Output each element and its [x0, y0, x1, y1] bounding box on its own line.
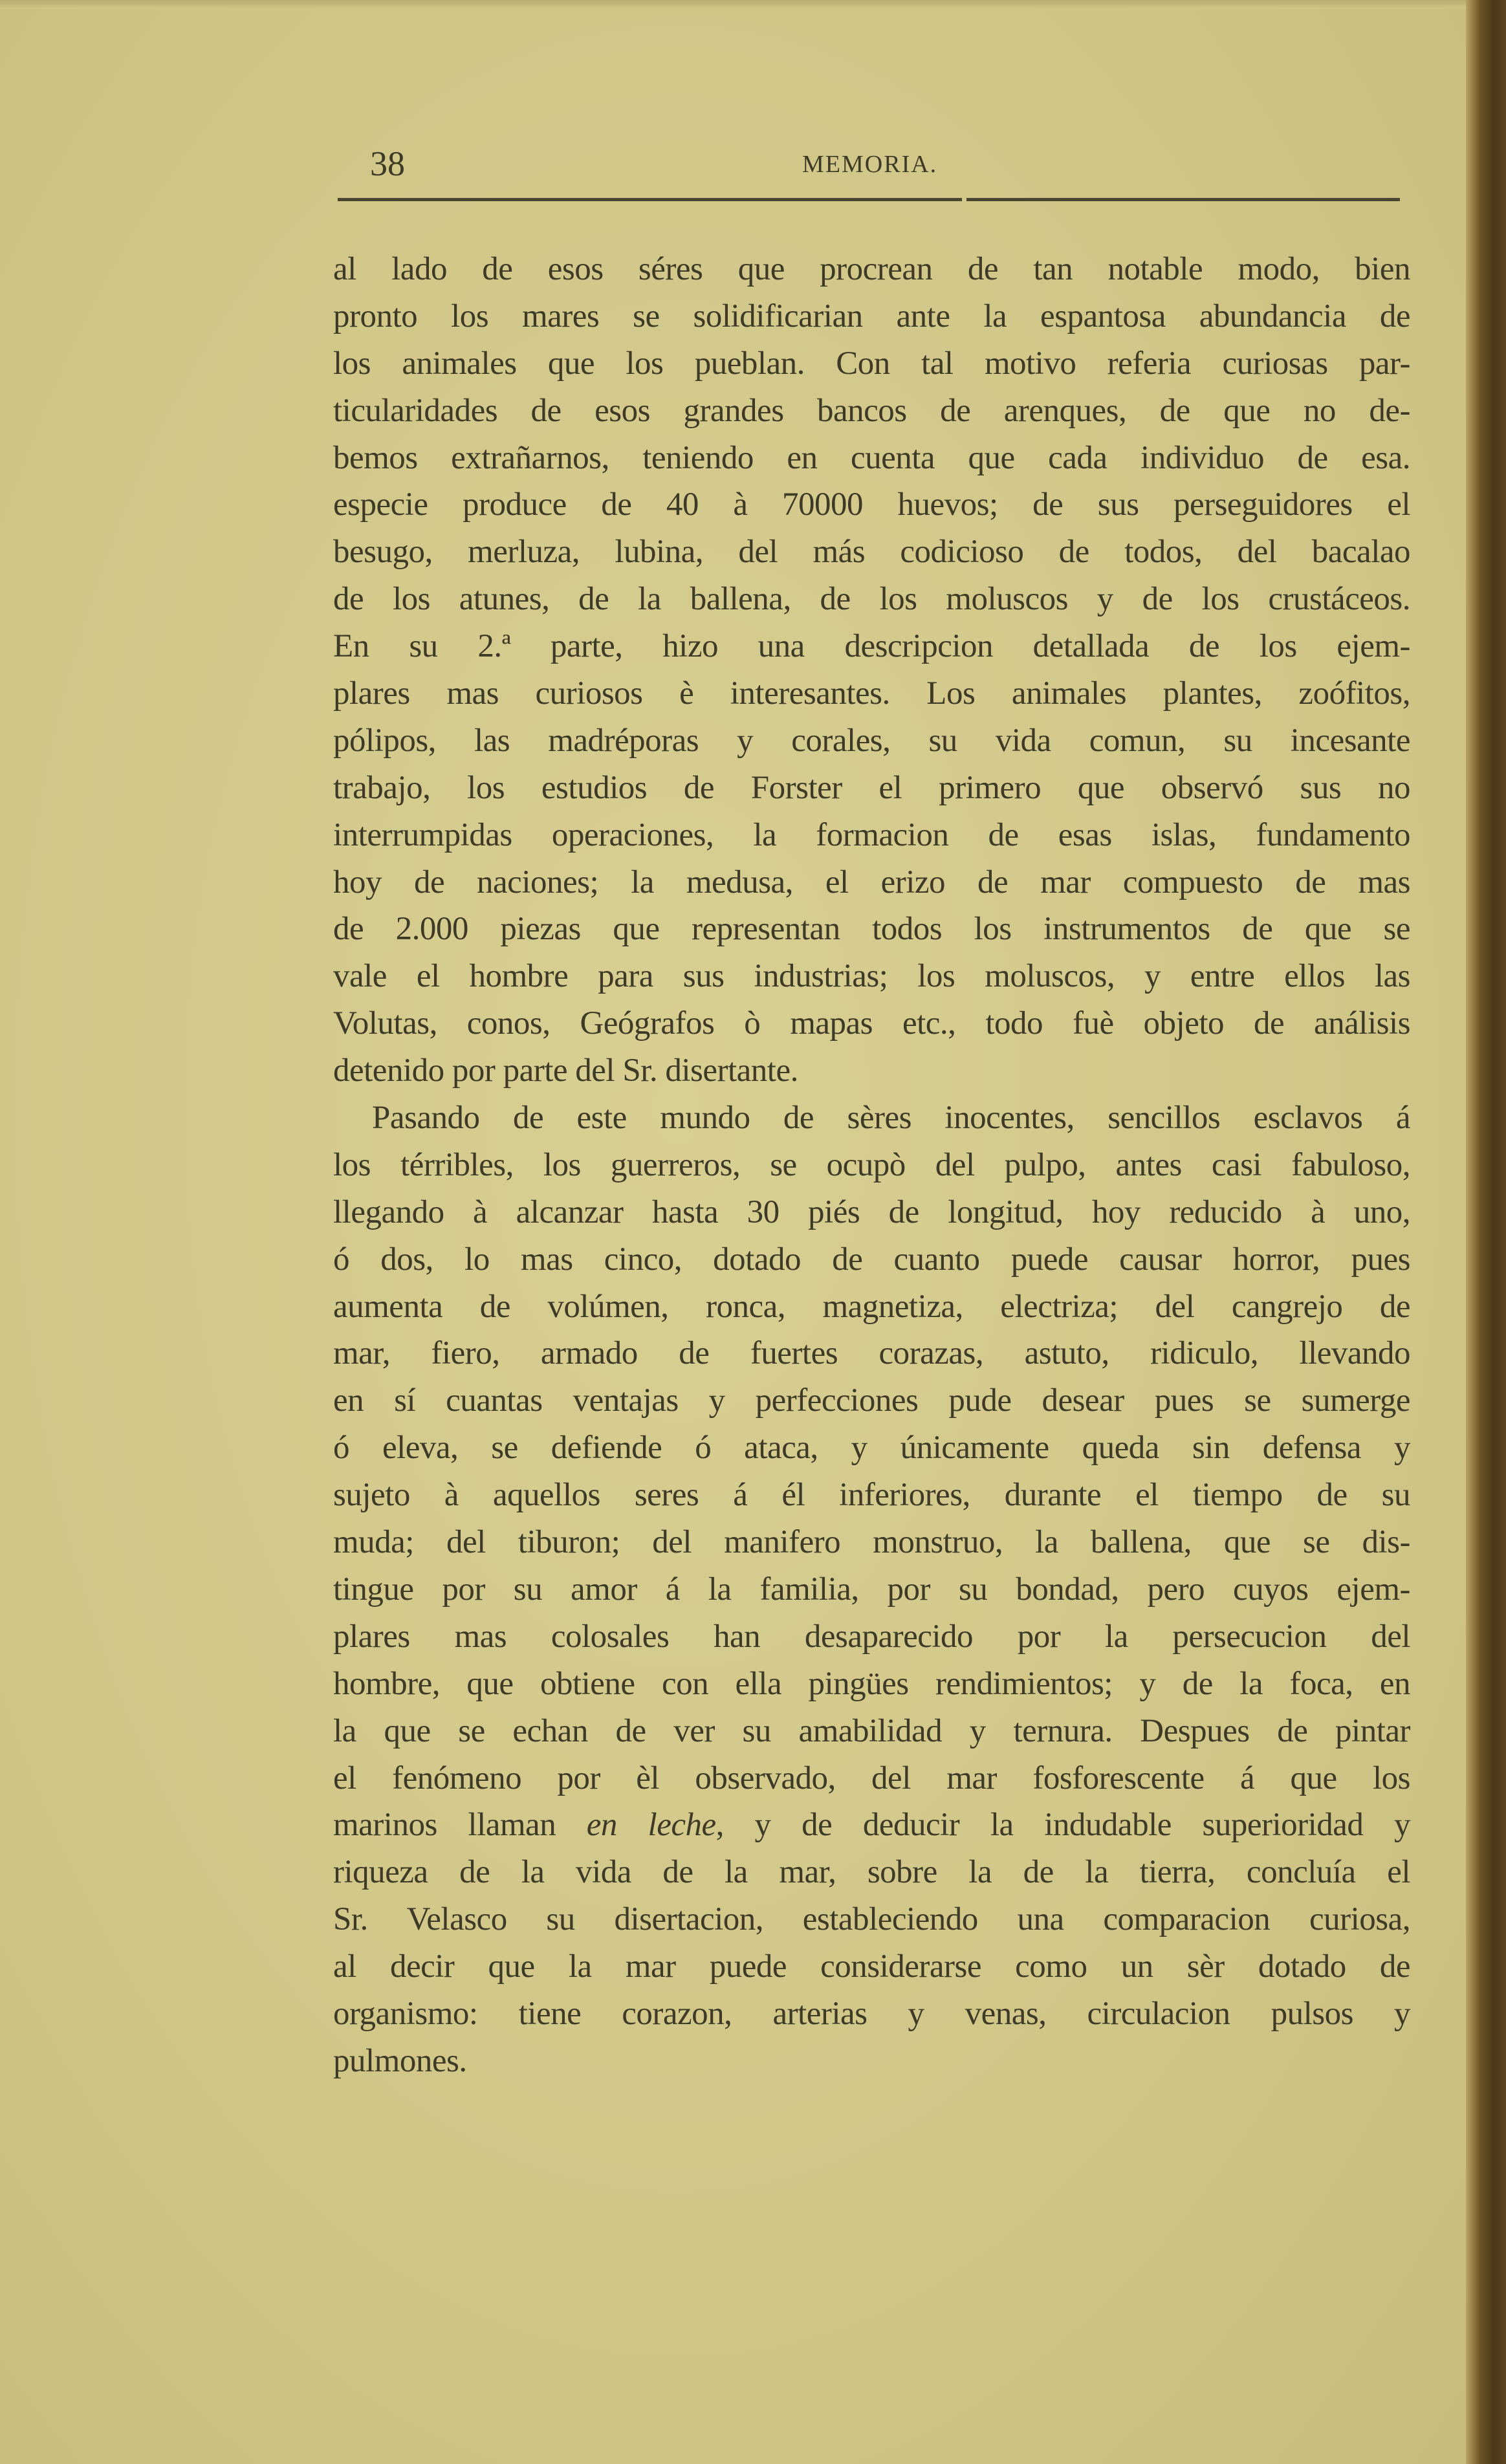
text-line: pólipos, las madréporas y corales, su vida comun, su incesante: [333, 722, 1410, 759]
header-rule: [966, 198, 1400, 201]
text-line: al decir que la mar puede considerarse como un sèr dotado de: [333, 1948, 1410, 1985]
text-line: hoy de naciones; la medusa, el erizo de mar compuesto de mas: [333, 864, 1410, 900]
text-line: ticularidades de esos grandes bancos de arenques, de que no de-: [333, 392, 1410, 429]
text-line: el fenómeno por èl observado, del mar fosforescente á que los: [333, 1760, 1410, 1796]
text-line: muda; del tiburon; del manifero monstruo, la ballena, que se dis-: [333, 1524, 1410, 1561]
text-line: vale el hombre para sus industrias; los moluscos, y entre ellos las: [333, 958, 1410, 995]
text-span: marinos llaman: [333, 1807, 587, 1844]
book-binding-edge: [1466, 0, 1506, 2464]
page-number: 38: [370, 144, 405, 183]
text-line: besugo, merluza, lubina, del más codicioso de todos, del bacalao: [333, 534, 1410, 571]
text-line: mar, fiero, armado de fuertes corazas, astuto, ridiculo, llevando: [333, 1335, 1410, 1372]
text-line: hombre, que obtiene con ella pingües rendimientos; y de la foca, en: [333, 1665, 1410, 1702]
text-line: riqueza de la vida de la mar, sobre la de la tierra, concluía el: [333, 1854, 1410, 1891]
text-line: plares mas colosales han desaparecido por la persecucion del: [333, 1618, 1410, 1655]
text-line: los térribles, los guerreros, se ocupò del pulpo, antes casi fabuloso,: [333, 1146, 1410, 1183]
text-line: Pasando de este mundo de sères inocentes, sencillos esclavos á: [372, 1100, 1410, 1137]
text-line: bemos extrañarnos, teniendo en cuenta que cada individuo de esa.: [333, 439, 1410, 476]
text-line: organismo: tiene corazon, arterias y venas, circulacion pulsos y: [333, 1995, 1410, 2032]
text-line: de los atunes, de la ballena, de los moluscos y de los crustáceos.: [333, 581, 1410, 618]
text-line: pronto los mares se solidificarian ante la espantosa abundancia de: [333, 298, 1410, 334]
text-line: ó dos, lo mas cinco, dotado de cuanto puede causar horror, pues: [333, 1241, 1410, 1278]
text-line: plares mas curiosos è interesantes. Los animales plantes, zoófitos,: [333, 675, 1410, 712]
text-line: En su 2.ª parte, hizo una descripcion detallada de los ejem-: [333, 628, 1410, 665]
text-line: Volutas, conos, Geógrafos ò mapas etc., todo fuè objeto de análisis: [333, 1005, 1410, 1042]
text-line: pulmones.: [333, 2042, 467, 2079]
text-line: Sr. Velasco su disertacion, estableciendo una comparacion curiosa,: [333, 1901, 1410, 1938]
text-line: aumenta de volúmen, ronca, magnetiza, electriza; del cangrejo de: [333, 1288, 1410, 1325]
text-line: los animales que los pueblan. Con tal motivo referia curiosas par-: [333, 345, 1410, 382]
italic-phrase: en leche: [586, 1807, 716, 1844]
text-span: , y de deducir la indudable superioridad y: [715, 1807, 1411, 1844]
text-line: de 2.000 piezas que representan todos los instrumentos de que se: [333, 911, 1410, 948]
text-line: [333, 1802, 1410, 1849]
text-line: llegando à alcanzar hasta 30 piés de longitud, hoy reducido à uno,: [333, 1194, 1410, 1230]
text-line: ó eleva, se defiende ó ataca, y únicamente queda sin defensa y: [333, 1430, 1410, 1466]
text-line: en sí cuantas ventajas y perfecciones pude desear pues se sumerge: [333, 1382, 1410, 1419]
text-line: detenido por parte del Sr. disertante.: [333, 1052, 798, 1089]
text-line: la que se echan de ver su amabilidad y ternura. Despues de pintar: [333, 1712, 1410, 1749]
text-line: al lado de esos séres que procrean de tan notable modo, bien: [333, 251, 1410, 287]
running-title: MEMORIA.: [802, 151, 938, 178]
text-line: tingue por su amor á la familia, por su bondad, pero cuyos ejem-: [333, 1571, 1410, 1608]
text-line: interrumpidas operaciones, la formacion de esas islas, fundamento: [333, 816, 1410, 853]
text-line: sujeto à aquellos seres á él inferiores, durante el tiempo de su: [333, 1477, 1410, 1514]
body-text: [333, 246, 1410, 2085]
text-line: trabajo, los estudios de Forster el primero que observó sus no: [333, 769, 1410, 806]
text-line: especie produce de 40 à 70000 huevos; de sus perseguidores el: [333, 486, 1410, 523]
header-rule: [338, 198, 962, 201]
page-top-edge: [0, 0, 1466, 9]
